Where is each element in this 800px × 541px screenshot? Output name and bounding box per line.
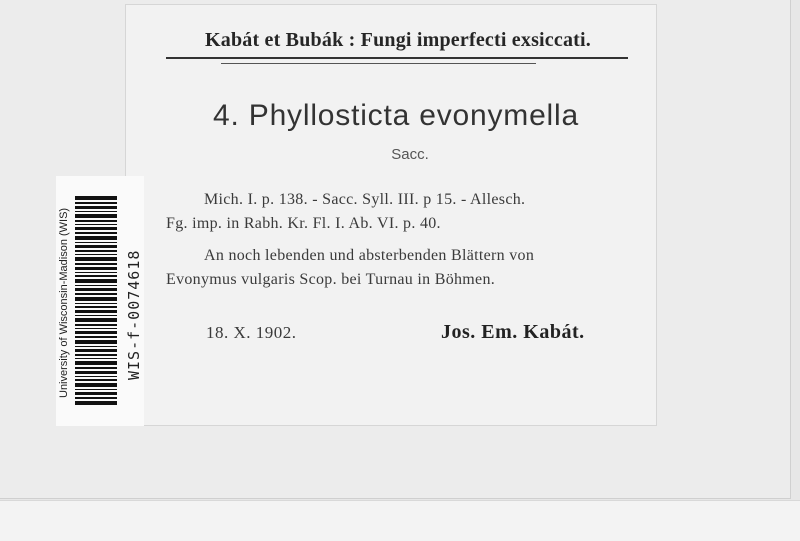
species-number: 4. (213, 99, 240, 132)
barcode-id: WIS-f-0074618 (125, 249, 143, 380)
specimen-label (125, 4, 657, 426)
collector-name: Jos. Em. Kabát. (441, 321, 585, 343)
header-rule (166, 57, 628, 59)
reference-line-1: Mich. I. p. 138. - Sacc. Syll. III. p 15. - Allesch. (204, 191, 526, 208)
species-name: Phyllosticta evonymella (248, 99, 579, 132)
header-subrule (221, 63, 536, 64)
species-author: Sacc. (391, 146, 429, 163)
habitat-line-2: Evonymus vulgaris Scop. bei Turnau in Böhmen. (166, 271, 496, 288)
sheet-edge (0, 500, 800, 541)
collection-date: 18. X. 1902. (206, 323, 297, 342)
habitat-line-1: An noch lebenden und absterbenden Blättern von (204, 247, 535, 264)
label-header: Kabát et Bubák : Fungi imperfecti exsiccati. (205, 29, 591, 51)
barcode-icon (75, 196, 117, 406)
reference-line-2: Fg. imp. in Rabh. Kr. Fl. I. Ab. VI. p. 40. (166, 215, 441, 232)
barcode-institution: University of Wisconsin-Madison (WIS) (58, 207, 70, 398)
species-title (146, 99, 646, 133)
